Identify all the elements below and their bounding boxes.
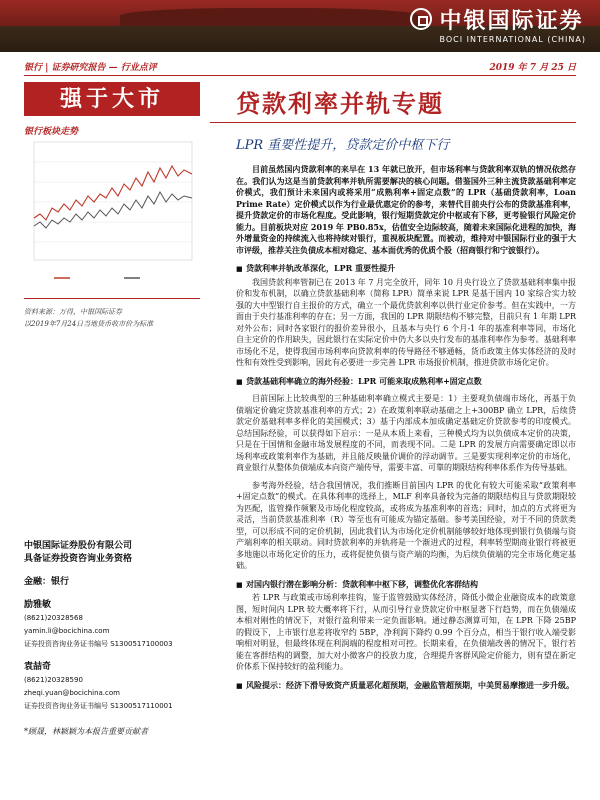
report-date: 2019 年 7 月 25 日 (489, 63, 576, 73)
section-heading-1: ■ 贷款利率并轨改革深化，LPR 重要性提升 (236, 263, 576, 275)
chart-source-divider (24, 298, 200, 299)
company-license: 具备证券投资咨询业务资格 (24, 554, 133, 564)
section-heading-2: ■ 贷款基础利率确立的海外经验：LPR 可能来取成熟利率+固定点数 (236, 376, 576, 388)
title-divider (210, 122, 576, 123)
analyst2-phone: (8621)20328590 (24, 676, 83, 684)
report-meta-bar (24, 60, 576, 76)
section-body-2b: 参考海外经验，结合我国情况，我们推断目前国内 LPR 的优化有较大可能采取“政策利率+固定点数”的模式。在具体利率的选择上，MLF 利率具备较为完备的期限结构且与贷款期限较为匹配，监管操作频繁及市场化程度较高，或将成为基准利率的首选；同时，加点的方式将更为灵活，当前贷款基准利率（R）等至也有可能成为锚定基础。参考美国经验，对于不同的贷款类型，可以形成不同的定价机制，因此我们认为市场化定价机制能够较好地体现到银行负债端与资产端利率的相关联动。同时贷款利率的并轨将是一个渐进式的过程，利率转型期商业银行将被更多地施以市场化定价的压力，或将促使负债与资产端的均衡，为后续负债端的完全市场化奠定基础。 (236, 480, 576, 570)
analyst2-name: 袁喆奇 (24, 662, 52, 672)
section-body-3: 若 LPR 与政策或市场利率挂钩，鉴于监管鼓励实体经济，降低小微企业融资成本的政策意图，短时间内 LPR 较大概率将下行，从而引导行业贷款定价中枢显著下行趋势，而在负债端成本相对刚性的情况下，对银行盈利带来一定负面影响。通过静态测算可知，在 LPR 下降 25BP 的假设下，上市银行息差将收窄约 5BP，净利润下降约 0.99 个百分点，相当于银行收入端受影响相对明显，但最终体现在利润端的程度相对可控。长期来看，在负债端改善的情况下，银行若能在客群结构的调整，加大对小微客户的投放力度，合理提升客群风险定价能力，则有望在新定价体系下保持较好的盈利能力。 (236, 593, 576, 671)
summary-paragraph: 目前虽然国内贷款利率的来早在 13 年就已放开，但市场利率与贷款利率双轨的情况依然存在。我们认为这是当前贷款利率并轨所需要解决的核心问题。借鉴国外三种主流贷款基础利率定价模式，我们预计未来国内或将采用“成熟利率+固定点数”的 LPR（基础贷款利率，Loan Prime Rate）定价模式以作为行业最优惠定价的参考，来替代目前央行公布的贷款基准利率，提升贷款定价的市场化程度。受此影响，银行短期贷款定价中枢或有下移，更考验银行风险定价能力。目前板块对应 2019 年 PB0.85x，估值安全边际较高，随着未来国际化进程的加快，海外增量资金的持续流入也将持续对银行，重视板块配置。而被动，维持对中银国际行业的强于大市评级，推荐关注负债成本相对稳定、基本面优秀的优质个股（招商银行和宁波银行）。 (236, 164, 576, 255)
section-body-1: 我国贷款利率管制已在 2013 年 7 月完全放开，同年 10 月央行设立了贷款基础利率集中报价和发布机制，以确立贷款基础利率（简称 LPR）简单来说 LPR 是基于国内 10 家综合实力较强的大中型银行自主报价的方式，确立一个最优贷款利率以供行业定价参考。但在实践中，一方面由于央行基准利率的存在；另一方面，我国的 LPR 期限结构不够完整，目前只有 1 年期 LPR 对外公布；同时各家银行的报价差异很小，且基本与央行 6 个月-1 年的基准利率等同，市场化自主定价的作用缺失，因此银行在实际定价中仍大多以央行发布的基准利率作为参考。基础利率市场化不足，使得我国市场利率向贷款利率的传导路径不够通畅，货币政策主体实体经济的及时性和有效性受到影响，因此有必要进一步完善 LPR 市场报价机制，推进贷款市场化定价。 (236, 277, 576, 367)
analyst2-cert: 证券投资咨询业务证书编号 S1300517110001 (24, 702, 173, 710)
chart-title: 银行板块走势 (24, 127, 79, 137)
analyst1-name: 励雅敏 (24, 600, 52, 610)
report-subtitle: LPR 重要性提升，贷款定价中枢下行 (236, 138, 450, 153)
brand-name-cn: 中银国际证券 (439, 9, 584, 34)
analyst2-email[interactable]: zheqi.yuan@bocichina.com (24, 689, 120, 697)
section-heading-3: ■ 对国内银行潜在影响分析：贷款利率中枢下移，调整优化客群结构 (236, 579, 576, 591)
sidebar-info (24, 540, 224, 738)
analyst1-cert: 证券投资咨询业务证书编号 S1300517100003 (24, 640, 173, 648)
report-body (236, 164, 576, 691)
boc-logo-icon (410, 8, 432, 30)
analyst1-email[interactable]: yamin.li@bocichina.com (24, 627, 110, 635)
chart-background (24, 138, 200, 288)
section-body-2a: 目前国际上比较典型的三种基础利率确立模式主要是：1）主要观负债端市场化，再基于负债端定价确定贷款基准利率的方式；2）在政策利率联动基础之上+300BP 确立 LPR，后续贷款定价基础利率多样化的美国模式；3）基于内部成本加成确定基础定价贷款参考的印度模式。总结国际经验，可以获得如下启示：一是从本质上来看，三种模式均为以负债成本定价的决策，只是在于国情和金融市场发展程度的不同，而表现不同。二是 LPR 的发展方向需要确定即以市场利率或政策利率作为基础，并且能反映量价调价的浮动调节。三是要实现利率定价的市场化，商业银行从整体负债端成本向资产端传导，需要丰富、可靠的期限结构利率体系作为传导基础。 (236, 394, 576, 472)
sector-trend-chart (24, 138, 200, 288)
brand-name-en: BOCI INTERNATIONAL (CHINA) (439, 35, 586, 44)
header-banner (0, 0, 600, 52)
rating-badge: 强于大市 (24, 82, 200, 116)
analyst1-phone: (8621)20328568 (24, 614, 83, 622)
report-category: 银行 | 证券研究报告 — 行业点评 (24, 63, 157, 73)
risk-warning: ■ 风险提示：经济下滑导致资产质量恶化超预期，金融监管超预期，中美贸易摩擦进一步升级。 (236, 680, 576, 692)
sector-trend-chart-svg (24, 138, 200, 288)
brand (440, 4, 586, 44)
contributors-note: *顾晟，林颖颖为本报告重要贡献者 (24, 727, 148, 736)
company-name: 中银国际证券股份有限公司 (24, 541, 133, 551)
palace-roof-decoration (120, 8, 420, 28)
report-title: 贷款利率并轨专题 (236, 89, 444, 118)
chart-source-note: 资料来源：万得，中银国际证券 以2019年7月24日当地货币收市价为标准 (24, 308, 154, 328)
sector-label: 金融：银行 (24, 577, 70, 587)
